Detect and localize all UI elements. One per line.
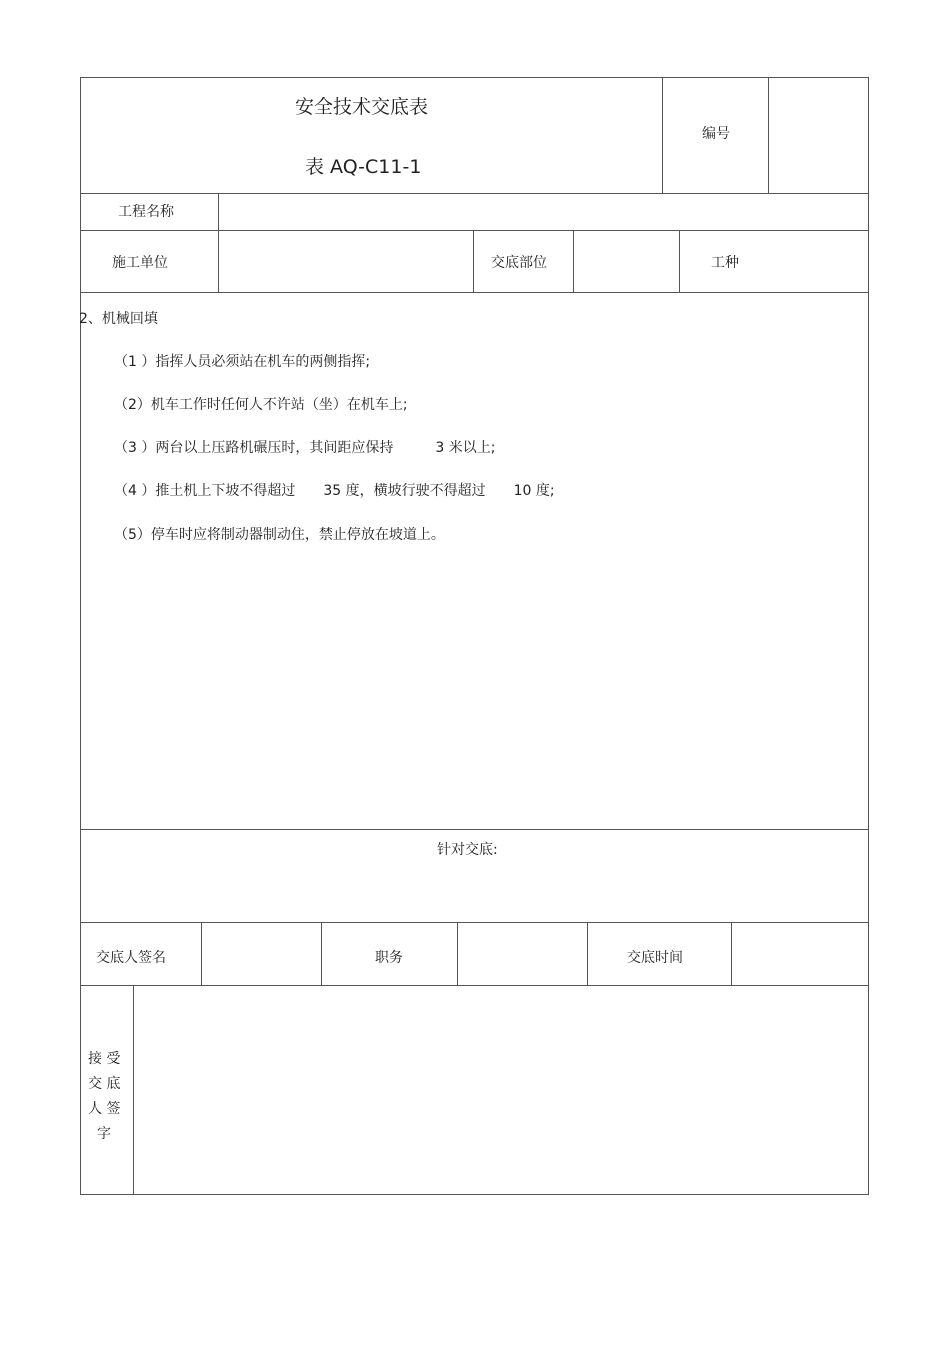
briefer-signature-field[interactable] bbox=[202, 923, 321, 985]
receiver-label-line: 接 受 bbox=[88, 1051, 121, 1067]
border-right bbox=[868, 77, 869, 1195]
form-title: 安全技术交底表 bbox=[295, 96, 429, 118]
briefing-time-label: 交底时间 bbox=[627, 950, 683, 966]
content-item: （3 ）两台以上压路机碾压时，其间距应保持 3 米以上; bbox=[114, 440, 496, 456]
divider bbox=[679, 230, 680, 293]
position-label: 职务 bbox=[375, 950, 403, 966]
content-item: （1 ）指挥人员必须站在机车的两侧指挥; bbox=[114, 354, 371, 370]
form-code: 表 AQ-C11-1 bbox=[305, 156, 422, 178]
receiver-signature-field[interactable] bbox=[134, 986, 868, 1194]
number-label: 编号 bbox=[702, 126, 730, 142]
border-bottom bbox=[80, 1194, 869, 1195]
content-item: （4 ）推土机上下坡不得超过 35 度，横坡行驶不得超过 10 度; bbox=[114, 483, 555, 499]
trade-label: 工种 bbox=[711, 255, 739, 271]
briefing-part-field[interactable] bbox=[574, 231, 679, 292]
briefer-signature-label: 交底人签名 bbox=[96, 950, 166, 966]
divider bbox=[80, 230, 869, 231]
divider bbox=[662, 77, 663, 193]
divider bbox=[80, 829, 869, 830]
content-item: （2）机车工作时任何人不许站（坐）在机车上; bbox=[114, 397, 408, 413]
construction-unit-field[interactable] bbox=[219, 231, 473, 292]
divider bbox=[587, 922, 588, 985]
number-field[interactable] bbox=[769, 78, 868, 193]
receiver-label-line: 人 签 bbox=[88, 1101, 121, 1117]
trade-field bbox=[769, 231, 868, 292]
briefing-part-label: 交底部位 bbox=[491, 255, 547, 271]
divider bbox=[473, 230, 474, 293]
content-heading: 2、机械回填 bbox=[79, 311, 158, 327]
divider bbox=[80, 292, 869, 293]
border-left bbox=[80, 77, 81, 1195]
position-field[interactable] bbox=[458, 923, 587, 985]
border-top bbox=[80, 77, 869, 78]
content-item: （5）停车时应将制动器制动住，禁止停放在坡道上。 bbox=[114, 527, 445, 543]
receiver-label-line: 交 底 bbox=[88, 1076, 121, 1092]
receiver-label-line: 字 bbox=[97, 1126, 111, 1142]
briefing-time-field[interactable] bbox=[732, 923, 868, 985]
specific-briefing-label: 针对交底: bbox=[437, 842, 498, 858]
project-name-label: 工程名称 bbox=[118, 204, 174, 220]
construction-unit-label: 施工单位 bbox=[112, 255, 168, 271]
project-name-field[interactable] bbox=[219, 194, 868, 230]
divider bbox=[321, 922, 322, 985]
